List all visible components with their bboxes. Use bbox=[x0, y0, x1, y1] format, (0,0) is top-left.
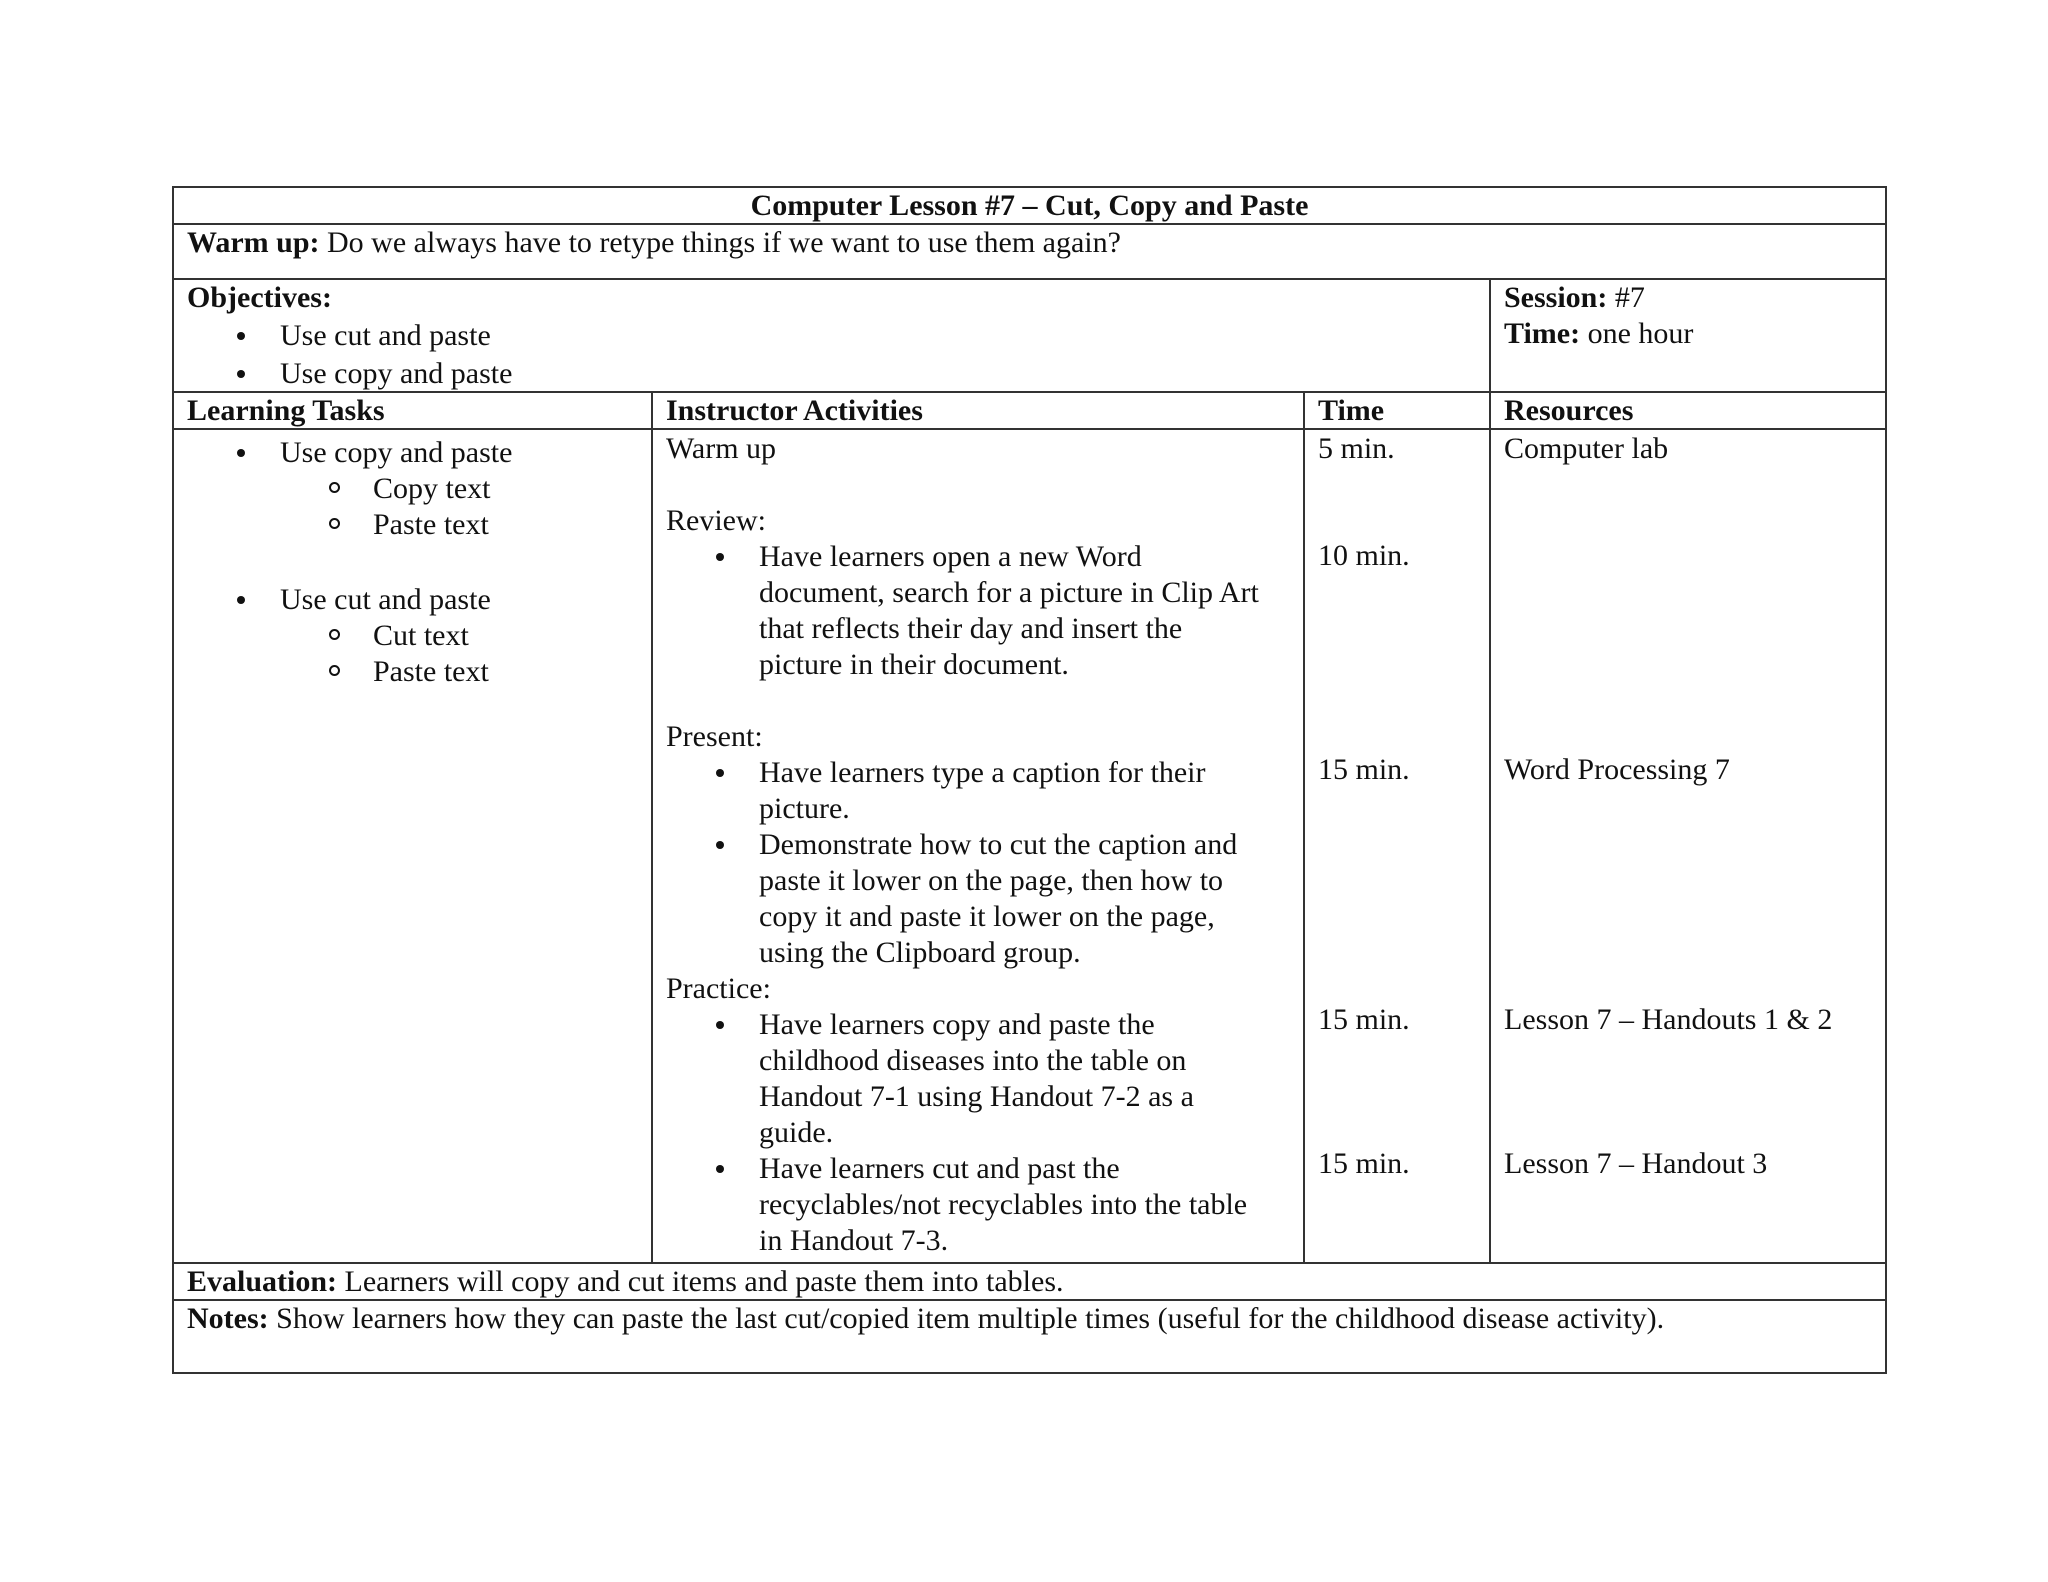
bullet-icon bbox=[716, 841, 724, 849]
border-activities bbox=[651, 391, 653, 1264]
time-value-cell: 15 min. bbox=[1318, 1003, 1410, 1036]
task-subitem: Paste text bbox=[373, 508, 489, 541]
resource-item: Word Processing 7 bbox=[1504, 753, 1730, 786]
bullet-icon bbox=[237, 596, 245, 604]
resource-item: Computer lab bbox=[1504, 432, 1669, 465]
activity-line: Have learners type a caption for their bbox=[759, 756, 1206, 789]
session-value: #7 bbox=[1614, 281, 1645, 314]
border-left bbox=[172, 186, 174, 1374]
activity-line: in Handout 7-3. bbox=[759, 1224, 949, 1257]
bullet-icon bbox=[716, 769, 724, 777]
session-info bbox=[1504, 280, 1645, 316]
activity-warmup: Warm up bbox=[666, 432, 777, 465]
objective-item: Use copy and paste bbox=[280, 357, 513, 390]
border-time bbox=[1303, 391, 1305, 1264]
activity-line: Demonstrate how to cut the caption and bbox=[759, 828, 1238, 861]
evaluation-row bbox=[187, 1264, 1064, 1300]
task-item: Use cut and paste bbox=[280, 583, 491, 616]
activity-practice-label: Practice: bbox=[666, 972, 771, 1005]
activity-line: using the Clipboard group. bbox=[759, 936, 1081, 969]
evaluation-text: Learners will copy and cut items and paste them into tables. bbox=[344, 1265, 1064, 1298]
notes-row bbox=[187, 1301, 1664, 1337]
time-value-cell: 15 min. bbox=[1318, 1147, 1410, 1180]
header-time: Time bbox=[1318, 394, 1385, 427]
header-learning-tasks: Learning Tasks bbox=[187, 394, 385, 427]
bullet-icon bbox=[237, 370, 245, 378]
resource-item: Lesson 7 – Handouts 1 & 2 bbox=[1504, 1003, 1833, 1036]
border-bottom bbox=[172, 1372, 1887, 1374]
header-resources: Resources bbox=[1504, 394, 1634, 427]
task-subitem: Copy text bbox=[373, 472, 491, 505]
evaluation-label: Evaluation: bbox=[187, 1265, 338, 1298]
warmup-row bbox=[187, 225, 1121, 261]
activity-line: recyclables/not recyclables into the table bbox=[759, 1188, 1248, 1221]
circle-bullet-icon bbox=[329, 629, 340, 640]
activity-line: Have learners cut and past the bbox=[759, 1152, 1120, 1185]
bullet-icon bbox=[716, 553, 724, 561]
circle-bullet-icon bbox=[329, 665, 340, 676]
border-resources bbox=[1489, 278, 1491, 1264]
notes-text: Show learners how they can paste the last cut/copied item multiple times (useful for the childhood disease activity). bbox=[276, 1302, 1665, 1335]
circle-bullet-icon bbox=[329, 518, 340, 529]
border-right bbox=[1885, 186, 1887, 1374]
time-label: Time: bbox=[1504, 317, 1581, 350]
session-label: Session: bbox=[1504, 281, 1608, 314]
bullet-icon bbox=[716, 1021, 724, 1029]
resource-item: Lesson 7 – Handout 3 bbox=[1504, 1147, 1768, 1180]
activity-line: guide. bbox=[759, 1116, 834, 1149]
activity-line: that reflects their day and insert the bbox=[759, 612, 1183, 645]
page-title: Computer Lesson #7 – Cut, Copy and Paste bbox=[750, 189, 1309, 222]
warmup-text: Do we always have to retype things if we want to use them again? bbox=[327, 226, 1121, 259]
activity-line: copy it and paste it lower on the page, bbox=[759, 900, 1215, 933]
task-item: Use copy and paste bbox=[280, 436, 513, 469]
time-value-cell: 15 min. bbox=[1318, 753, 1410, 786]
activity-line: Handout 7-1 using Handout 7-2 as a bbox=[759, 1080, 1194, 1113]
time-value-cell: 5 min. bbox=[1318, 432, 1395, 465]
activity-line: document, search for a picture in Clip Art bbox=[759, 576, 1259, 609]
circle-bullet-icon bbox=[329, 482, 340, 493]
objective-item: Use cut and paste bbox=[280, 319, 491, 352]
objectives-label: Objectives: bbox=[187, 281, 332, 314]
bullet-icon bbox=[237, 449, 245, 457]
warmup-label: Warm up: bbox=[187, 226, 320, 259]
time-value: one hour bbox=[1587, 317, 1694, 350]
time-value-cell: 10 min. bbox=[1318, 539, 1410, 572]
activity-line: paste it lower on the page, then how to bbox=[759, 864, 1224, 897]
task-subitem: Paste text bbox=[373, 655, 489, 688]
activity-line: Have learners open a new Word bbox=[759, 540, 1142, 573]
activity-line: Have learners copy and paste the bbox=[759, 1008, 1155, 1041]
task-subitem: Cut text bbox=[373, 619, 469, 652]
activity-present-label: Present: bbox=[666, 720, 763, 753]
bullet-icon bbox=[716, 1165, 724, 1173]
header-instructor-activities: Instructor Activities bbox=[666, 394, 923, 427]
bullet-icon bbox=[237, 332, 245, 340]
activity-review-label: Review: bbox=[666, 504, 766, 537]
notes-label: Notes: bbox=[187, 1302, 269, 1335]
activity-line: picture. bbox=[759, 792, 850, 825]
activity-line: picture in their document. bbox=[759, 648, 1069, 681]
time-info bbox=[1504, 316, 1693, 352]
activity-line: childhood diseases into the table on bbox=[759, 1044, 1187, 1077]
